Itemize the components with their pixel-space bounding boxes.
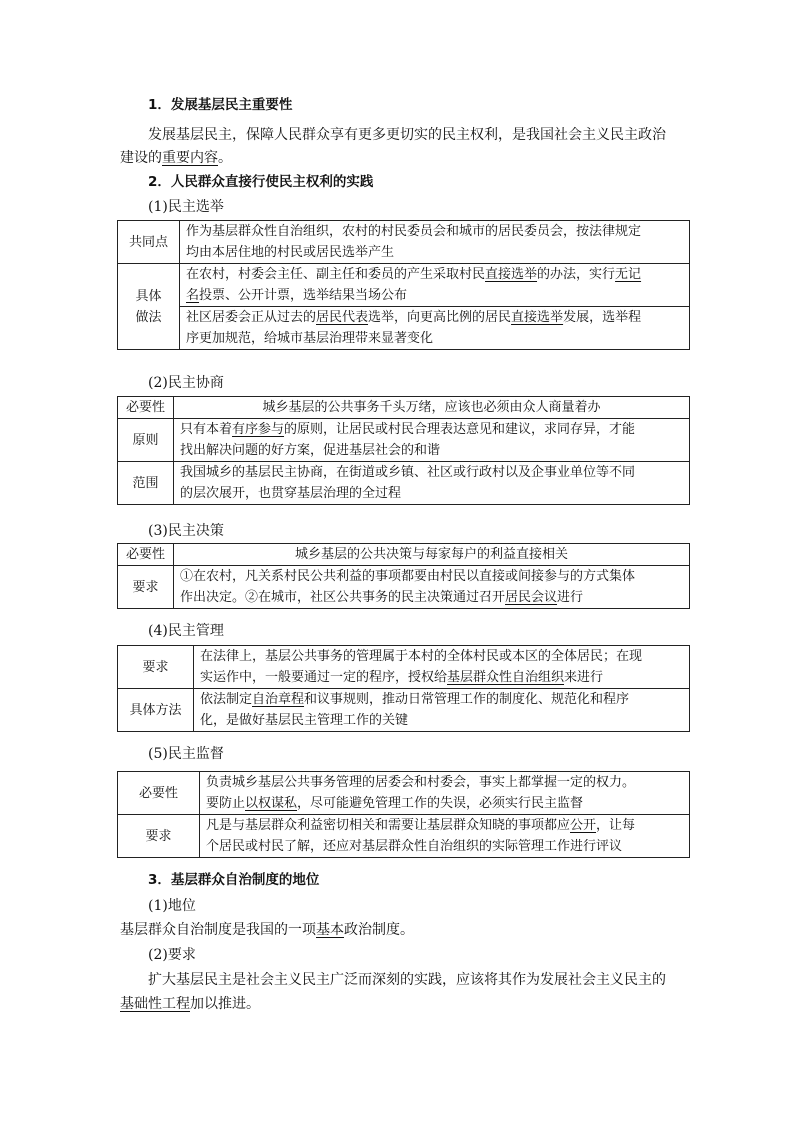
- section-1-paragraph-line-2: 建设的重要内容。: [120, 150, 232, 166]
- table-row: [118, 566, 690, 609]
- table-row: [118, 397, 690, 419]
- row-label: 要求: [118, 566, 174, 609]
- subheading-election: (1)民主选举: [148, 199, 224, 215]
- table-row: [118, 772, 690, 815]
- row-label: 要求: [118, 815, 200, 858]
- row-label: 必要性: [118, 772, 200, 815]
- row-label: 具体 做法: [118, 264, 180, 350]
- supervision-table: [117, 771, 690, 858]
- section-1-paragraph-line-1: 发展基层民主，保障人民群众享有更多更切实的民主权利，是我国社会主义民主政治: [148, 127, 666, 143]
- subheading-decision: (3)民主决策: [148, 523, 224, 539]
- requirement-paragraph-line-1: 扩大基层民主是社会主义民主广泛而深刻的实践，应该将其作为发展社会主义民主的: [148, 972, 666, 988]
- row-label: 必要性: [118, 544, 174, 566]
- row-content: 作为基层群众性自治组织，农村的村民委员会和城市的居民委员会，按法律规定 均由本居住地的村民或居民选举产生: [180, 221, 690, 264]
- row-content: 城乡基层的公共事务千头万绪，应该也必须由众人商量着办: [174, 397, 690, 419]
- row-content: ①在农村，凡关系村民公共利益的事项都要由村民以直接或间接参与的方式集体 作出决定。②在城市，社区公共事务的民主决策通过召开居民会议进行: [174, 566, 690, 609]
- table-row: [118, 462, 690, 505]
- key-term: 基础性工程: [120, 996, 190, 1012]
- table-row: [118, 221, 690, 264]
- key-term: 基本: [316, 922, 344, 938]
- subheading-management: (4)民主管理: [148, 623, 224, 639]
- table-row: [118, 815, 690, 858]
- election-table: [117, 220, 690, 350]
- section-2-heading: 2．人民群众直接行使民主权利的实践: [148, 174, 374, 190]
- management-table: [117, 645, 690, 732]
- table-row: [118, 689, 690, 732]
- row-content: 依法制定自治章程和议事规则，推动日常管理工作的制度化、规范化和程序 化，是做好基层民主管理工作的关键: [194, 689, 690, 732]
- table-row: [118, 419, 690, 462]
- row-content: 城乡基层的公共决策与每家每户的利益直接相关: [174, 544, 690, 566]
- subheading-requirement: (2)要求: [148, 947, 196, 963]
- row-label: 必要性: [118, 397, 174, 419]
- subheading-consultation: (2)民主协商: [148, 375, 224, 391]
- subheading-supervision: (5)民主监督: [148, 746, 224, 762]
- row-label: 共同点: [118, 221, 180, 264]
- table-row: [118, 544, 690, 566]
- row-label: 要求: [118, 646, 194, 689]
- row-content: 在法律上，基层公共事务的管理属于本村的全体村民或本区的全体居民；在现 实运作中，一般要通过一定的程序，授权给基层群众性自治组织来进行: [194, 646, 690, 689]
- row-content: 我国城乡的基层民主协商，在街道或乡镇、社区或行政村以及企事业单位等不同 的层次展开，也贯穿基层治理的全过程: [174, 462, 690, 505]
- table-row: [118, 307, 690, 350]
- row-content: 负责城乡基层公共事务管理的居委会和村委会，事实上都掌握一定的权力。 要防止以权谋私，尽可能避免管理工作的失误，必须实行民主监督: [200, 772, 690, 815]
- requirement-paragraph-line-2: 基础性工程加以推进。: [120, 996, 260, 1012]
- row-label: 具体方法: [118, 689, 194, 732]
- row-content: 只有本着有序参与的原则，让居民或村民合理表达意见和建议，求同存异，才能 找出解决问题的好方案，促进基层社会的和谐: [174, 419, 690, 462]
- table-row: [118, 264, 690, 307]
- status-paragraph: 基层群众自治制度是我国的一项基本政治制度。: [120, 922, 414, 938]
- consultation-table: [117, 396, 690, 505]
- section-1-heading: 1．发展基层民主重要性: [148, 97, 293, 113]
- row-content: 凡是与基层群众利益密切相关和需要让基层群众知晓的事项都应公开，让每 个居民或村民了解，还应对基层群众性自治组织的实际管理工作进行评议: [200, 815, 690, 858]
- row-label: 范围: [118, 462, 174, 505]
- subheading-status: (1)地位: [148, 898, 196, 914]
- decision-table: [117, 543, 690, 609]
- table-row: [118, 646, 690, 689]
- row-content: 社区居委会正从过去的居民代表选举，向更高比例的居民直接选举发展，选举程 序更加规范，给城市基层治理带来显著变化: [180, 307, 690, 350]
- key-term: 重要内容: [162, 150, 218, 166]
- row-content: 在农村，村委会主任、副主任和委员的产生采取村民直接选举的办法，实行无记 名投票、公开计票，选举结果当场公布: [180, 264, 690, 307]
- row-label: 原则: [118, 419, 174, 462]
- section-3-heading: 3．基层群众自治制度的地位: [148, 872, 320, 888]
